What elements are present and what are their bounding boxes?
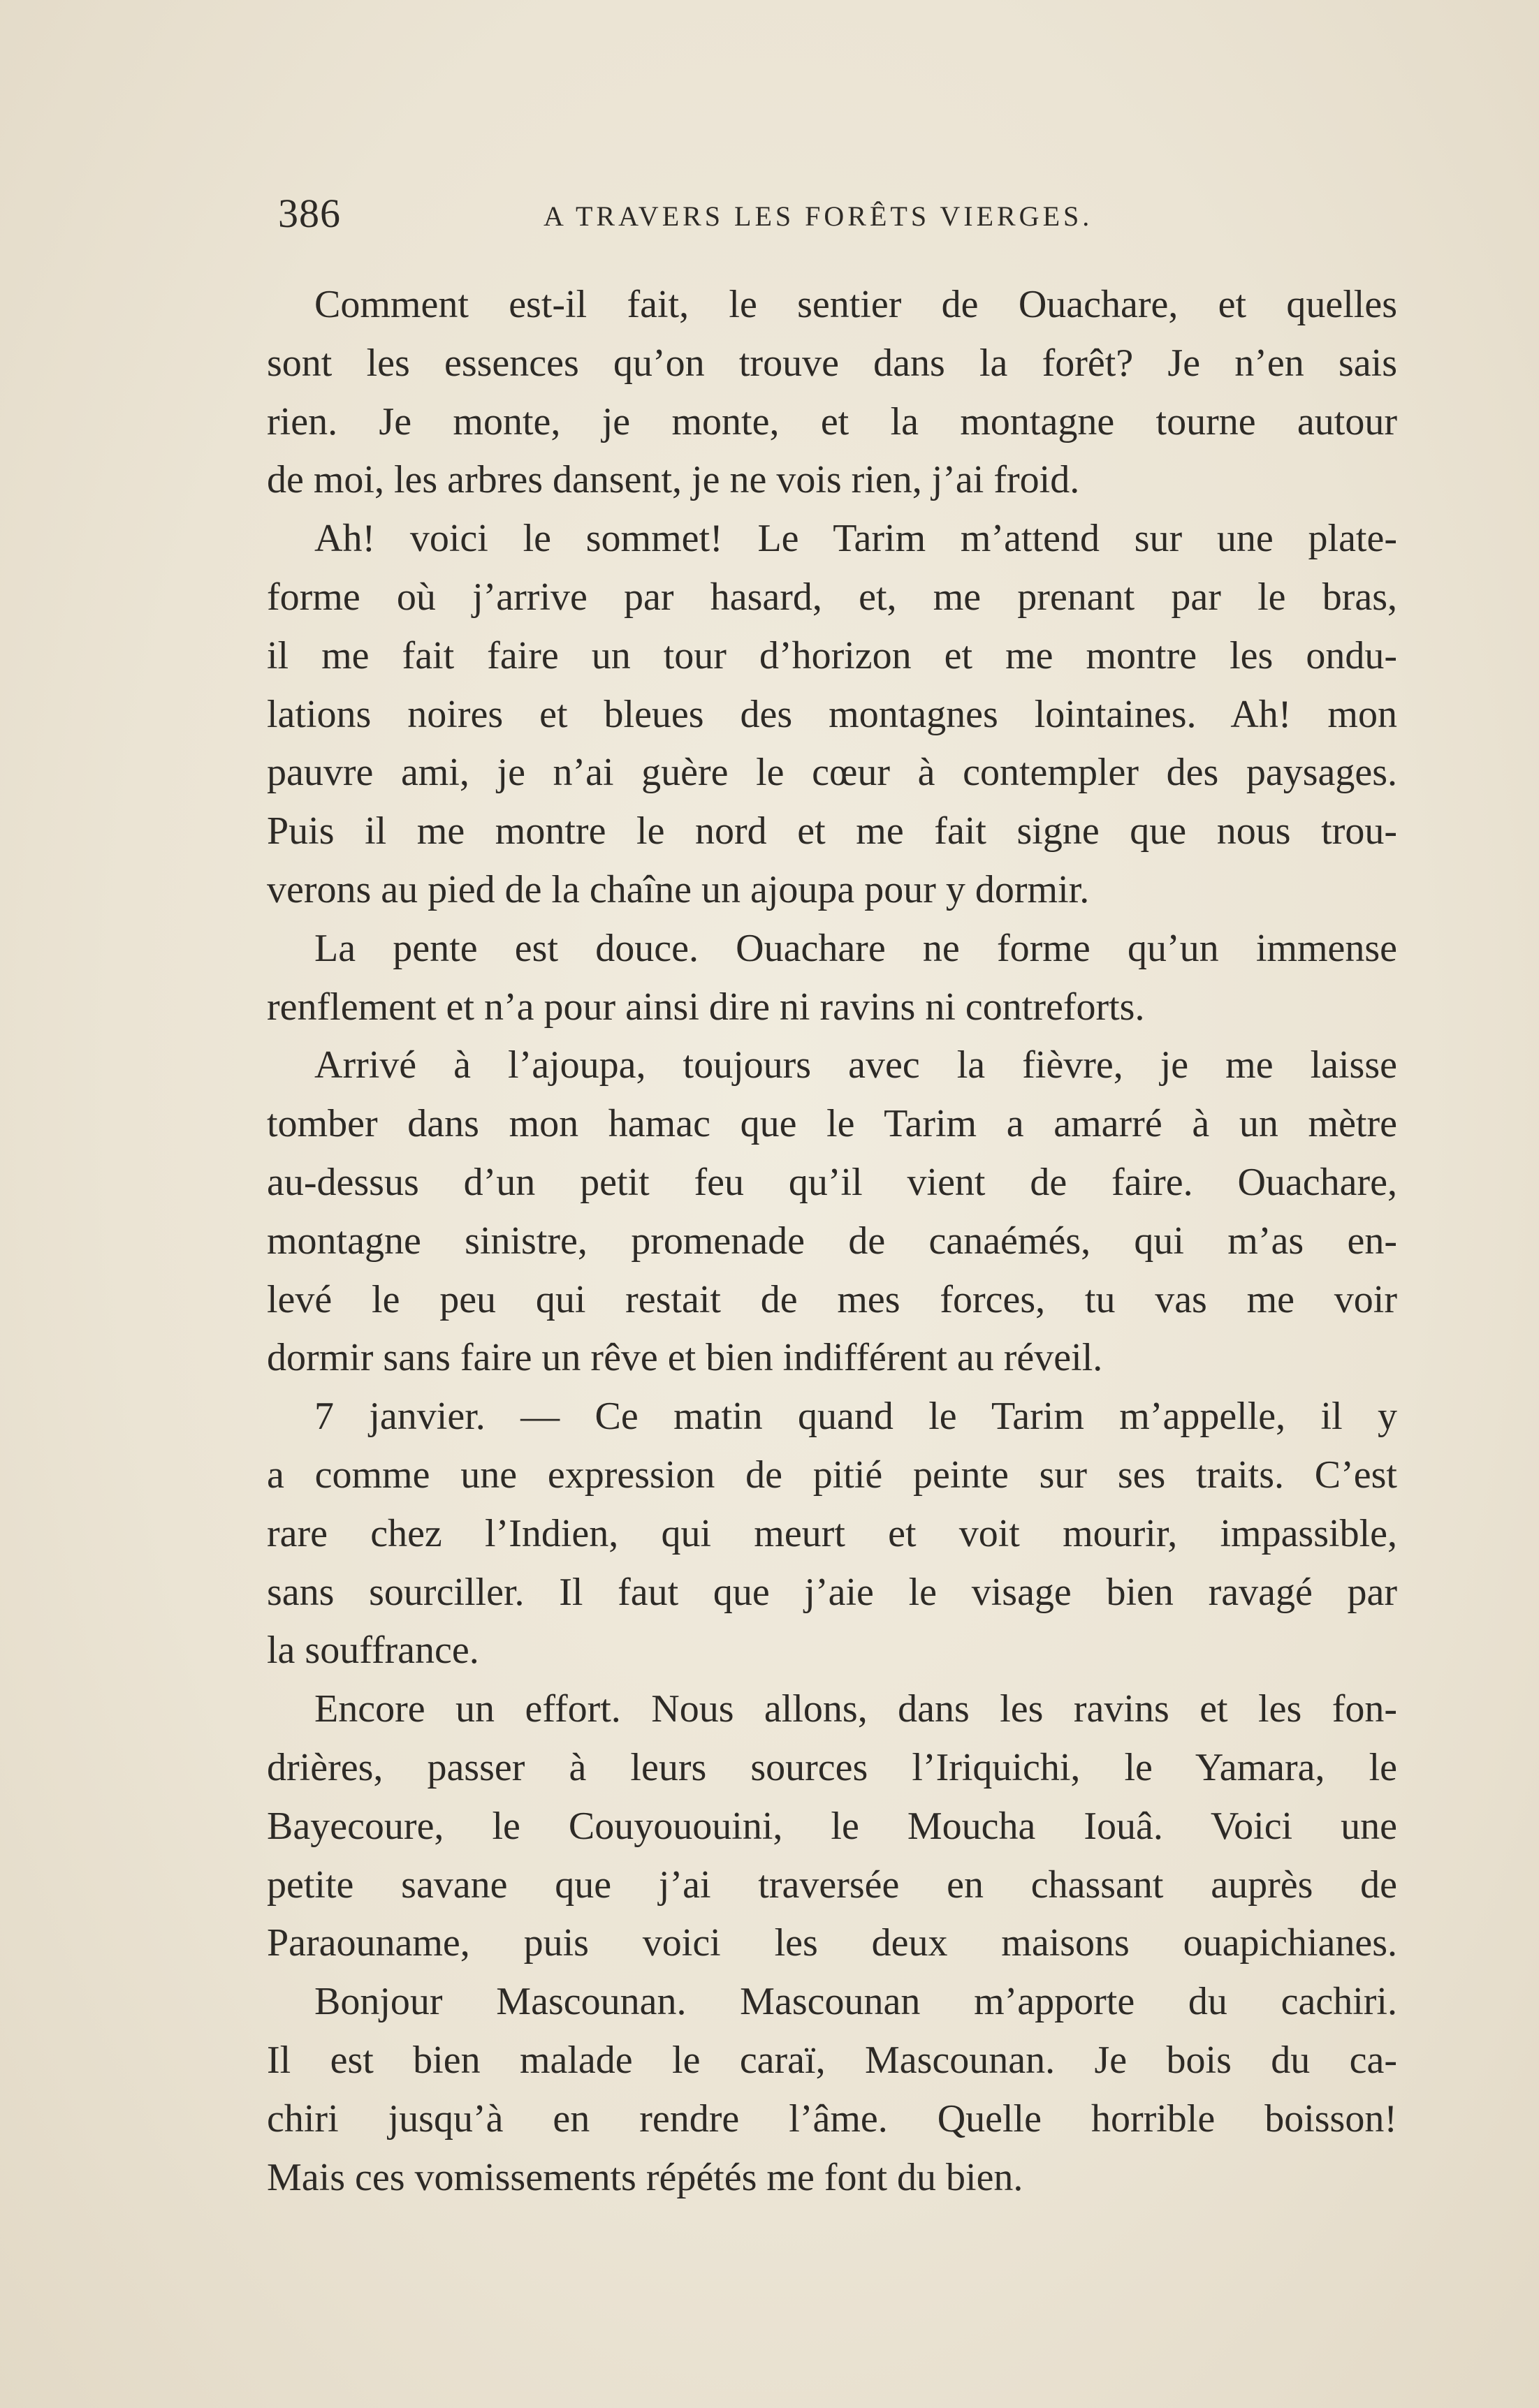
text-line: dormir sans faire un rêve et bien indifférent au réveil. — [267, 1336, 1103, 1380]
text-line: Bonjour Mascounan. Mascounan m’apporte du cachiri. — [314, 1980, 1397, 2024]
text-line: Mais ces vomissements répétés me font du bien. — [267, 2155, 1023, 2199]
text-line: forme où j’arrive par hasard, et, me prenant par le bras, — [267, 575, 1397, 619]
body-text — [267, 276, 1397, 2207]
text-line: Arrivé à l’ajoupa, toujours avec la fièvre, je me laisse — [314, 1043, 1397, 1087]
text-line: chiri jusqu’à en rendre l’âme. Quelle horrible boisson! — [267, 2097, 1397, 2141]
text-line: petite savane que j’ai traversée en chassant auprès de — [267, 1863, 1397, 1907]
page-header — [278, 190, 1410, 246]
text-line: Encore un effort. Nous allons, dans les ravins et les fon- — [314, 1687, 1397, 1731]
text-line: drières, passer à leurs sources l’Iriquichi, le Yamara, le — [267, 1745, 1397, 1789]
text-line: montagne sinistre, promenade de canaémés, qui m’as en- — [267, 1219, 1397, 1263]
text-line: sont les essences qu’on trouve dans la forêt? Je n’en sais — [267, 341, 1397, 385]
text-line: au-dessus d’un petit feu qu’il vient de faire. Ouachare, — [267, 1160, 1397, 1204]
text-line: verons au pied de la chaîne un ajoupa pour y dormir. — [267, 867, 1090, 911]
text-line: Il est bien malade le caraï, Mascounan. Je bois du ca- — [267, 2038, 1397, 2082]
text-line: Ah! voici le sommet! Le Tarim m’attend sur une plate- — [314, 517, 1397, 561]
text-line: la souffrance. — [267, 1629, 479, 1673]
text-line: a comme une expression de pitié peinte sur ses traits. C’est — [267, 1453, 1397, 1497]
page-number: 386 — [278, 191, 341, 236]
text-line: Paraouname, puis voici les deux maisons ouapichianes. — [267, 1921, 1397, 1965]
text-line: Comment est-il fait, le sentier de Ouachare, et quelles — [314, 283, 1397, 326]
text-line: rien. Je monte, je monte, et la montagne tourne autour — [267, 399, 1397, 443]
text-line: pauvre ami, je n’ai guère le cœur à contempler des paysages. — [267, 751, 1397, 795]
text-line: Bayecoure, le Couyououini, le Moucha Iouâ. Voici une — [267, 1804, 1397, 1848]
text-line: sans sourciller. Il faut que j’aie le visage bien ravagé par — [267, 1570, 1397, 1614]
text-line: rare chez l’Indien, qui meurt et voit mourir, impassible, — [267, 1511, 1397, 1555]
text-line: tomber dans mon hamac que le Tarim a amarré à un mètre — [267, 1102, 1397, 1146]
text-line: lations noires et bleues des montagnes lointaines. Ah! mon — [267, 692, 1397, 736]
running-title: A TRAVERS LES FORÊTS VIERGES. — [544, 200, 1093, 232]
text-line: de moi, les arbres dansent, je ne vois rien, j’ai froid. — [267, 458, 1080, 502]
text-line: il me fait faire un tour d’horizon et me montre les ondu- — [267, 633, 1397, 677]
text-line: levé le peu qui restait de mes forces, tu vas me voir — [267, 1277, 1397, 1321]
text-line: La pente est douce. Ouachare ne forme qu’un immense — [314, 926, 1397, 970]
text-line: 7 janvier. — Ce matin quand le Tarim m’appelle, il y — [314, 1395, 1397, 1439]
text-line: Puis il me montre le nord et me fait signe que nous trou- — [267, 809, 1397, 853]
text-line: renflement et n’a pour ainsi dire ni ravins ni contreforts. — [267, 985, 1145, 1029]
